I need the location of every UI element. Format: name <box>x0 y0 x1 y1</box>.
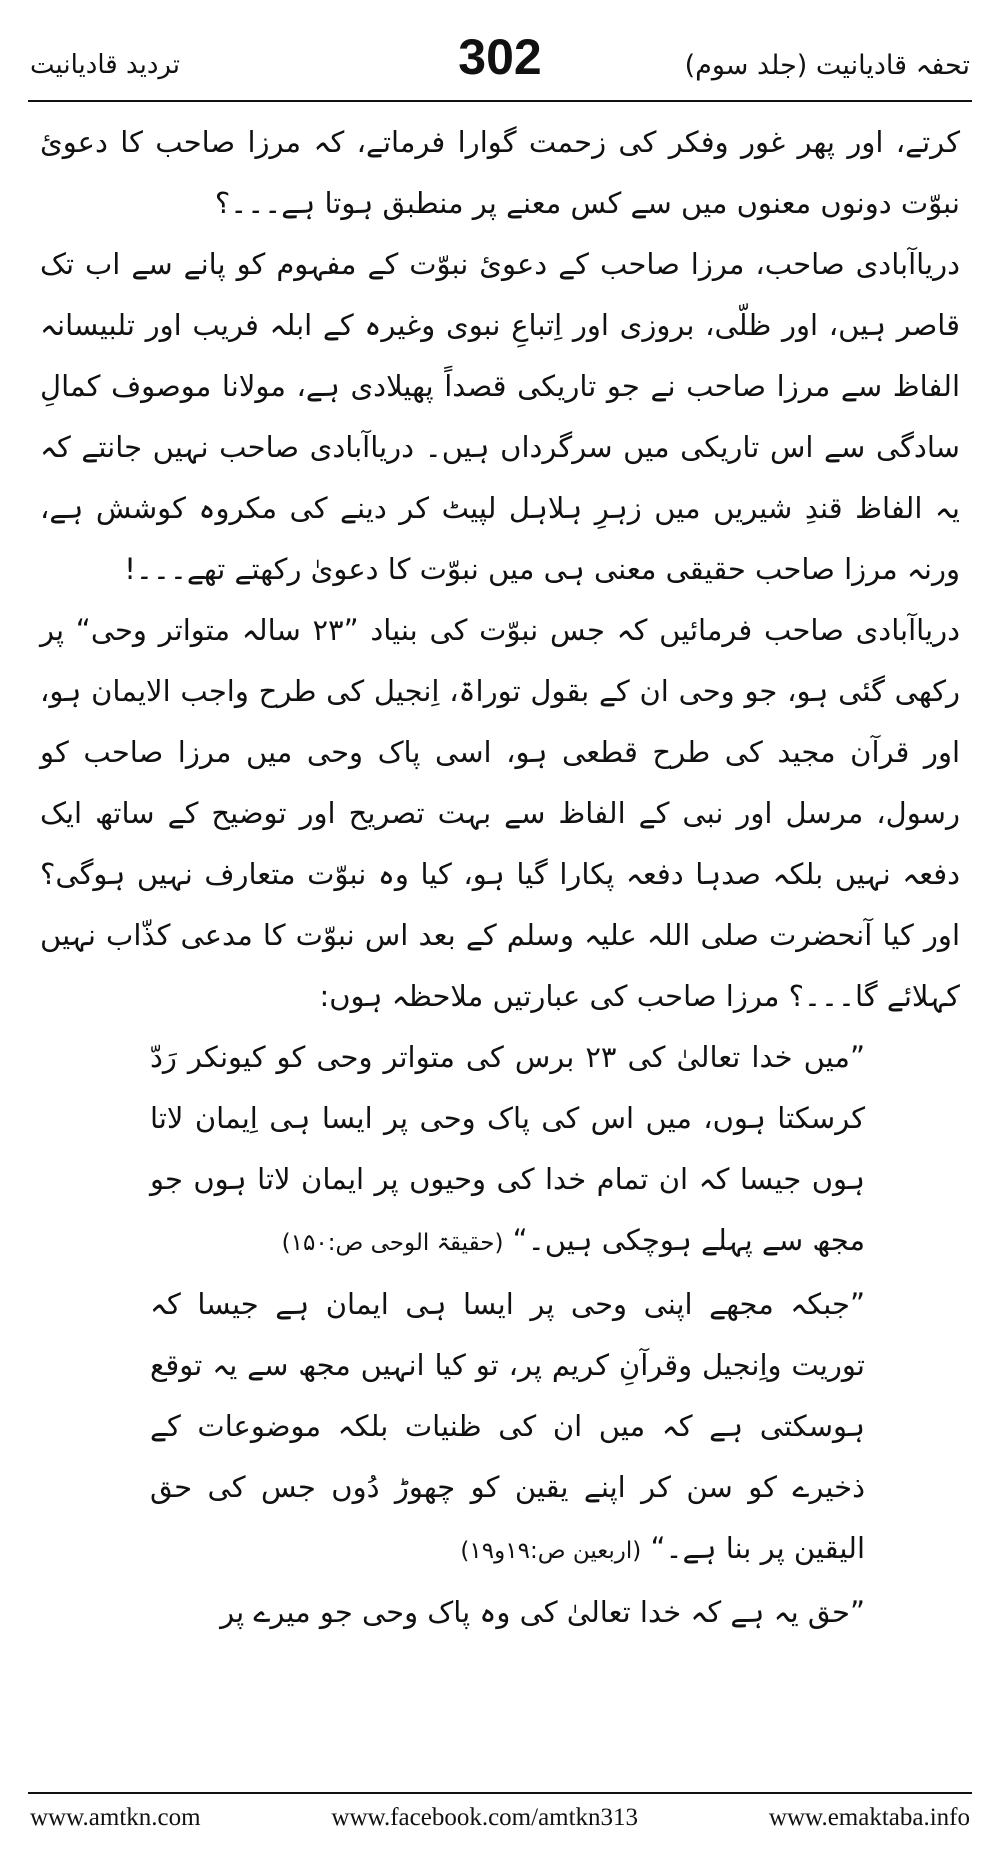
paragraph-1: کرتے، اور پھر غور وفکر کی زحمت گوارا فرماتے، کہ مرزا صاحب کا دعویٔ نبوّت دونوں معنوں میں سے کس معنے پر منطبق ہوتا ہے۔۔۔؟ <box>40 125 960 220</box>
paragraph-2: دریاآبادی صاحب، مرزا صاحب کے دعویٔ نبوّت کے مفہوم کو پانے سے اب تک قاصر ہیں، اور ظلّی، بروزی اور اِتباعِ نبوی وغیرہ کے ابلہ فریب اور تلبیسانہ الفاظ سے مرزا صاحب نے جو تاریکی قصداً پھیلادی ہے، مولانا موصوف کمالِ سادگی سے اس تاریکی میں سرگرداں ہیں۔ دریاآبادی صاحب نہیں جانتے کہ یہ الفاظ قندِ شیریں میں زہرِ ہلاہل لپیٹ کر دینے کی مکروہ کوشش ہے، ورنہ مرزا صاحب حقیقی معنی ہی میں نبوّت کا دعویٰ رکھتے تھے۔۔۔! <box>40 247 960 586</box>
page-header <box>30 22 970 100</box>
page-number: 302 <box>458 29 542 85</box>
quote-3-text: ”حق یہ ہے کہ خدا تعالیٰ کی وہ پاک وحی جو میرے پر <box>220 1595 865 1629</box>
quote-2-text: ”جبکہ مجھے اپنی وحی پر ایسا ہی ایمان ہے جیسا کہ توریت واِنجیل وقرآنِ کریم پر، تو کیا انہیں مجھ سے یہ توقع ہوسکتی ہے کہ میں ان کی ظنیات بلکہ موضوعات کے ذخیرے کو سن کر اپنے یقین کو چھوڑ دُوں جس کی حق الیقین پر بنا ہے۔“ <box>150 1287 865 1565</box>
quote-1-text: ”میں خدا تعالیٰ کی ۲۳ برس کی متواتر وحی کو کیونکر رَدّ کرسکتا ہوں، میں اس کی پاک وحی پر ایسا ہی اِیمان لاتا ہوں جیسا کہ ان تمام خدا کی وحیوں پر ایمان لاتا ہوں جو مجھ سے پہلے ہوچکی ہیں۔“ <box>150 1040 865 1257</box>
quote-3 <box>150 1582 865 1643</box>
header-divider <box>28 100 972 102</box>
quote-1 <box>150 1027 865 1274</box>
footer-divider <box>28 1792 972 1794</box>
page-footer <box>30 1798 970 1838</box>
section-title: تردید قادیانیت <box>30 50 181 80</box>
quote-1-reference: (حقیقۃ الوحی ص:۱۵۰) <box>281 1230 504 1256</box>
quote-2 <box>150 1274 865 1582</box>
footer-link-amtkn[interactable]: www.amtkn.com <box>30 1804 201 1831</box>
page-body <box>40 112 960 1782</box>
quotation-block <box>150 1027 865 1643</box>
book-title: تحفہ قادیانیت (جلد سوم) <box>684 50 970 81</box>
paragraph-3: دریاآبادی صاحب فرمائیں کہ جس نبوّت کی بنیاد ”۲۳ سالہ متواتر وحی“ پر رکھی گئی ہو، جو وحی ان کے بقول توراۃ، اِنجیل کی طرح واجب الایمان ہو، اور قرآن مجید کی طرح قطعی ہو، اسی پاک وحی میں مرزا صاحب کو رسول، مرسل اور نبی کے الفاظ سے بہت تصریح اور توضیح کے ساتھ ایک دفعہ نہیں بلکہ صدہا دفعہ پکارا گیا ہو، کیا وہ نبوّت متعارف نہیں ہوگی؟ اور کیا آنحضرت صلی اللہ علیہ وسلم کے بعد اس نبوّت کا مدعی کذّاب نہیں کہلائے گا۔۔۔؟ مرزا صاحب کی عبارتیں ملاحظہ ہوں: <box>40 613 960 1013</box>
quote-2-reference: (اربعین ص:۱۹و۱۹) <box>460 1538 642 1564</box>
footer-link-emaktaba[interactable]: www.emaktaba.info <box>768 1804 970 1831</box>
footer-link-facebook[interactable]: www.facebook.com/amtkn313 <box>331 1804 639 1831</box>
